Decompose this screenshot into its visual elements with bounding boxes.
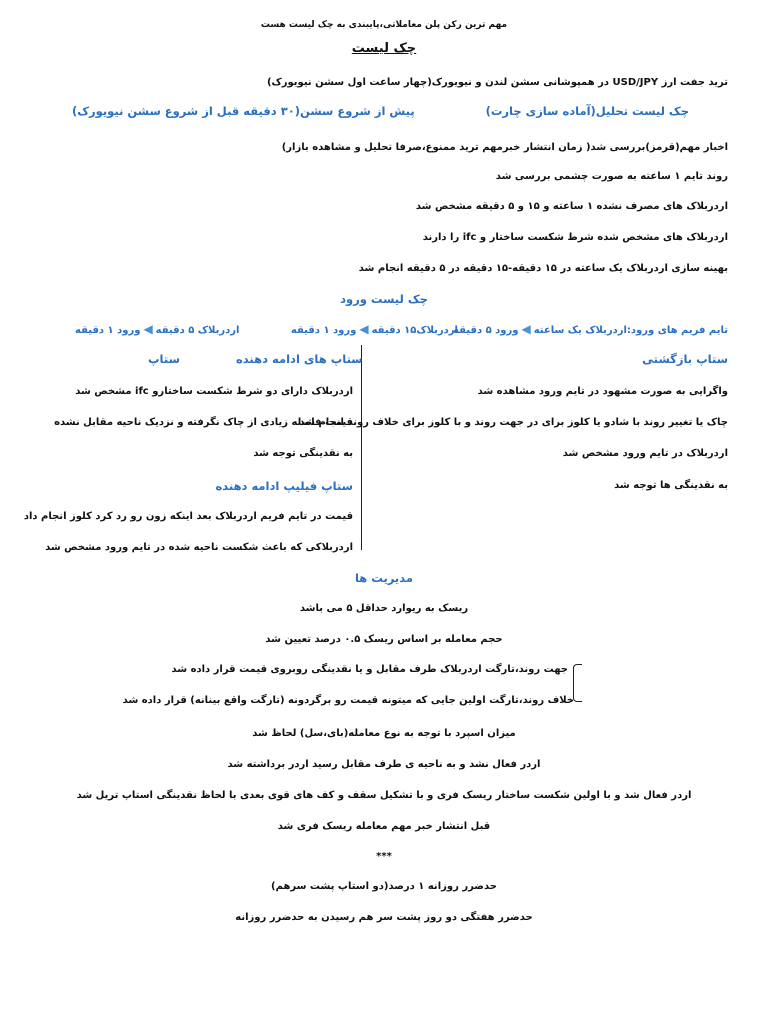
management-item: جهت روند،تارگت اردربلاک طرف مقابل و یا نقدینگی روبروی قیمت قرار داده شد [171,664,568,675]
analysis-item: بهینه سازی اردربلاک یک ساعته در ۱۵ دقیقه-۱۵ دقیقه در ۵ دقیقه انجام شد [358,263,728,274]
arrow-left-icon: ◀ [143,322,153,336]
management-item: اردر فعال نشد و به ناحیه ی طرف مقابل رسید اردر برداشته شد [227,759,541,770]
flip-item: اردربلاکی که باعث شکست ناحیه شده در تایم ورود مشخص شد [45,542,353,553]
entry-timeframes [291,322,458,338]
reversal-item: اردربلاک در تایم ورود مشخص شد [562,448,728,459]
reversal-item: واگرایی به صورت مشهود در تایم ورود مشاهده شد [477,386,728,397]
page-title: چک لیست [351,41,417,56]
arrow-left-icon: ◀ [521,322,531,336]
risk-limit: حدضرر هفتگی دو روز پشت سر هم رسیدن به حدضرر روزانه [235,912,533,923]
management-item: میزان اسپرد با توجه به نوع معامله(بای،سل) لحاظ شد [252,728,516,739]
arrow-left-icon: ◀ [359,322,369,336]
analysis-item: اردربلاک های مصرف نشده ۱ ساعته و ۱۵ و ۵ دقیقه مشخص شد [415,201,728,212]
risk-limit: حدضرر روزانه ۱ درصد(دو استاپ پشت سرهم) [271,881,497,892]
entry-timeframes [75,322,239,338]
analysis-heading: چک لیست تحلیل(آماده سازی چارت) [485,104,689,118]
entry-heading: چک لیست ورود [340,292,428,306]
flip-item: قیمت در تایم فریم اردربلاک بعد اینکه زون رو رد کرد کلوز انجام داد [23,511,353,522]
timeframe-part: اردربلاک۱۵ دقیقه [371,325,458,336]
management-item: حجم معامله بر اساس ریسک ۰.۵ درصد تعیین شد [265,634,503,645]
entry-timeframes [453,322,728,338]
continuation-item: اردربلاک دارای دو شرط شکست ساختارو ifc مشخص شد [75,386,353,397]
presession-heading: پیش از شروع سشن(۳۰ دقیقه قبل از شروع سشن نیویورک) [72,104,415,118]
intro-text: ترید جفت ارز USD/JPY در همپوشانی سشن لندن و نیویورک(چهار ساعت اول سشن نیویورک) [266,77,728,88]
continuation-setup-heading: ستاپ های ادامه دهنده [236,352,363,366]
timeframe-part: اردربلاک ۵ دقیقه [155,325,240,336]
continuation-item: به نقدینگی توجه شد [253,448,353,459]
reversal-setup-heading: ستاپ بازگشتی [642,352,728,366]
timeframe-part: ورود ۵ دقیقه [453,325,519,336]
management-heading: مدیریت ها [354,571,414,585]
bracket [573,664,582,702]
management-item: خلاف روند،تارگت اولین جایی که میتونه قیمت رو برگردونه (تارگت واقع بینانه) قرار داده شد [122,695,574,706]
continuation-setup-heading: ستاپ [148,352,180,366]
timeframe-part: ورود ۱ دقیقه [290,325,357,336]
management-item: قبل انتشار خبر مهم معامله ریسک فری شد [277,821,491,832]
timeframe-part: ورود ۱ دقیقه [75,325,141,336]
reversal-item: چاک یا تغییر روند با شادو یا کلوز برای در جهت روند و با کلوز برای خلاف روند انجام شد [299,417,728,428]
analysis-item: اخبار مهم(قرمز)بررسی شد( زمان انتشار خبرمهم ترید ممنوع،صرفا تحلیل و مشاهده بازار) [281,142,728,153]
separator: *** [376,851,392,862]
top-note: مهم ترین رکن پلن معاملاتی،پایبندی به چک لیست هست [260,20,508,30]
reversal-item: به نقدینگی ها توجه شد [614,480,728,491]
continuation-item: قیمت فاصله زیادی از چاک نگرفته و نزدیک ناحیه مقابل نشده [54,417,353,428]
analysis-item: روند تایم ۱ ساعته به صورت چشمی بررسی شد [495,171,728,182]
analysis-item: اردربلاک های مشخص شده شرط شکست ساختار و ifc را دارند [422,232,728,243]
column-divider [361,345,362,550]
timeframe-part: تایم فریم های ورود:اردربلاک یک ساعته [533,325,728,336]
management-item: اردر فعال شد و با اولین شکست ساختار ریسک فری و با تشکیل سقف و کف های قوی بعدی با لحاظ نقدینگی استاپ تریل شد [76,790,692,801]
flip-setup-heading: ستاپ فیلیپ ادامه دهنده [215,479,353,493]
management-item: ریسک به ریوارد حداقل ۵ می باشد [299,603,469,614]
